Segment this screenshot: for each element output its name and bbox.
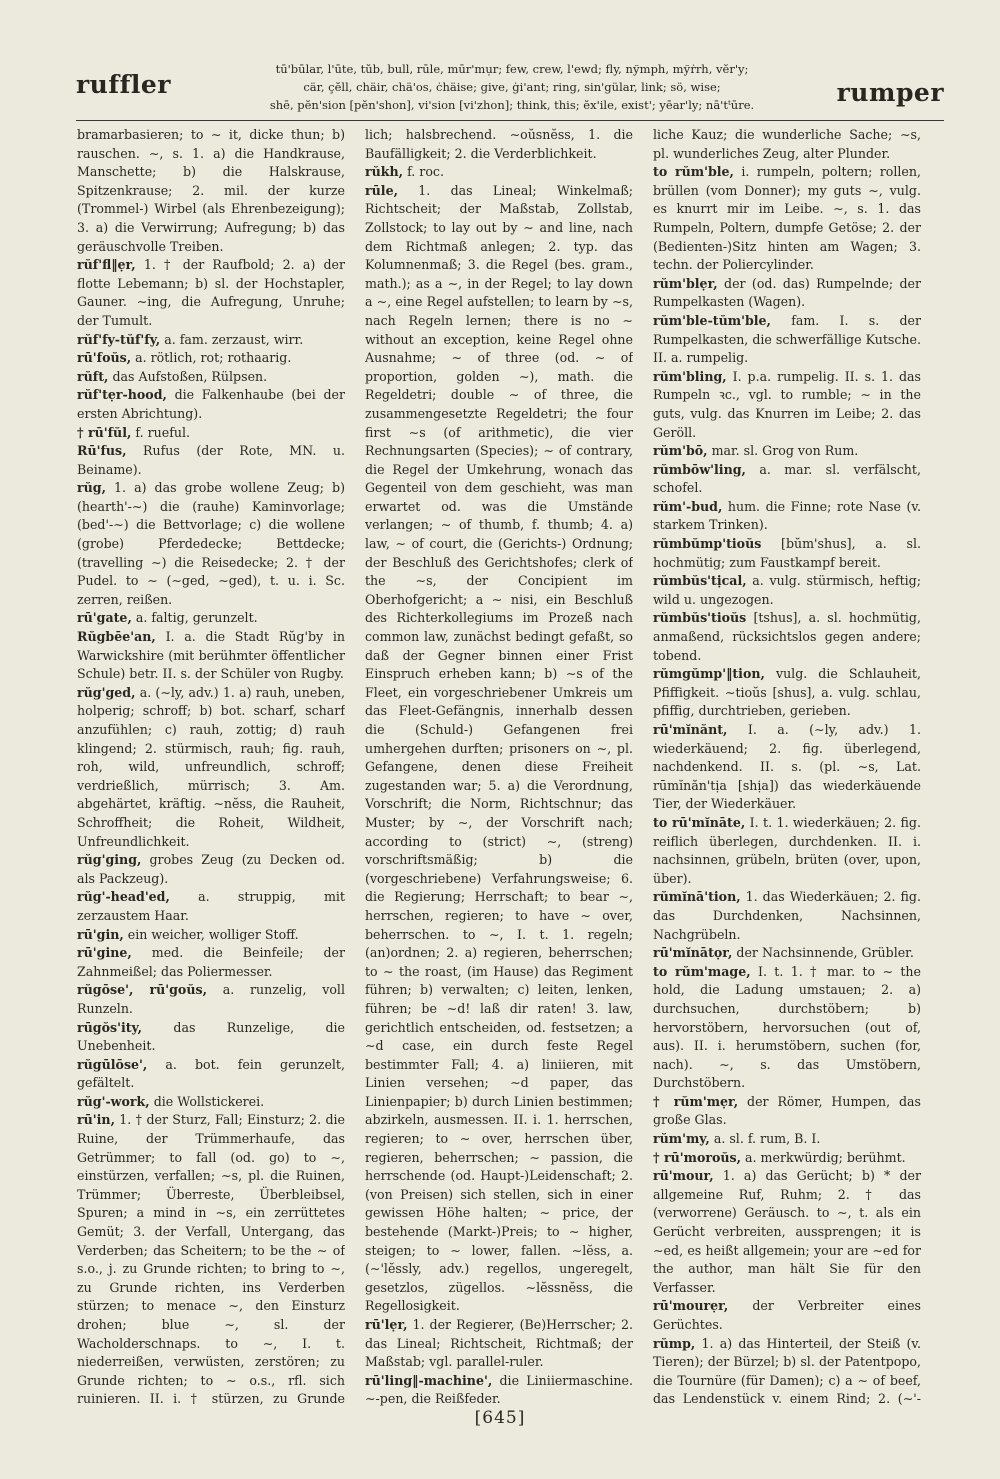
definition: a. struppig, mit zerzaustem Haar.	[77, 889, 345, 923]
headword: rŭm'bling,	[653, 368, 727, 384]
dictionary-entry	[77, 1093, 345, 1112]
headword: rū'gate,	[77, 610, 132, 626]
dictionary-entry	[653, 1130, 921, 1149]
headword: rŭf'fl‖ẹr,	[77, 257, 136, 273]
dictionary-entry	[653, 498, 921, 535]
definition: a. merkwürdig; berühmt.	[745, 1149, 906, 1165]
headword: † rŭm'mẹr,	[653, 1093, 739, 1109]
dictionary-entry	[653, 275, 921, 312]
headword: rŭmbŭs'tioŭs	[653, 610, 747, 626]
dictionary-entry	[653, 312, 921, 368]
dictionary-entry	[77, 1056, 345, 1093]
column-2	[365, 126, 633, 1406]
definition: Rufus (der Rote, MN. u. Beiname).	[77, 443, 345, 477]
headword: rū'ling‖-machine',	[365, 1372, 493, 1388]
dictionary-entry	[77, 386, 345, 423]
definition: das Runzelige, die Unebenheit.	[77, 1019, 345, 1054]
definition: I. t. 1. wiederkäuen; 2. fig. reiflich überlegen, durchdenken. II. i. nachsinnen, grübeln, brüten (over, upon, über).	[653, 814, 921, 886]
dictionary-entry	[653, 1167, 921, 1297]
headword: † rū'moroŭs,	[653, 1149, 742, 1165]
headword: rū'in,	[77, 1112, 115, 1128]
dictionary-entry	[77, 888, 345, 925]
definition: a. faltig, gerunzelt.	[135, 610, 258, 626]
dictionary-entry	[77, 479, 345, 609]
dictionary-entry	[653, 888, 921, 944]
headword: to rŭm'ble,	[653, 164, 734, 180]
headword: rŭkh,	[365, 164, 404, 180]
dictionary-entry	[77, 424, 345, 443]
dictionary-entry	[77, 609, 345, 628]
headword: rū'foŭs,	[77, 350, 132, 366]
headword: rŭm'-bud,	[653, 498, 723, 514]
headword: rŭmbōw'ling,	[653, 461, 746, 477]
dictionary-entry	[653, 442, 921, 461]
definition: I. p.a. rumpelig. II. s. 1. das Rumpeln ꝛc., vgl. to rumble; ∼ in the guts, vulg. das Knurren im Leibe; 2. das Geröll.	[653, 368, 921, 440]
pronunciation-line: shē, pĕn'sion [pĕn'shon], vi'sion [vi'zhon]; think, this; ĕx'ile, exist'; yēar'ly; nā'tᵗūre.	[269, 98, 755, 112]
headword: rŭmbŭs'tịcal,	[653, 573, 747, 589]
definition: 1. † der Sturz, Fall; Einsturz; 2. die Ruine, der Trümmerhaufe, das Getrümmer; to fall (od. go) to ∼, einstürzen, verfallen; ∼s, pl. die Ruinen, Trümmer; Überreste, Überbleibsel, Spuren; a mind in ∼s, ein zerrüttetes Gemüt; 3. der Verfall, Untergang, das Verderben; das Scheitern; to be the ∼ of s.o., j. zu Grunde richten; to bring to ∼, zu Grunde richten, ins Verderben stürzen; to menace ∼, den Einsturz drohen; blue ∼, sl. der Wacholderschnaps. to ∼, I. t. niederreißen, verwüsten, zerstören; zu Grunde richten; to ∼ o.s., rfl. sich ruinieren. II. i. † stürzen, zu Grunde	[77, 1112, 345, 1406]
definition: ein weicher, wolliger Stoff.	[127, 926, 299, 942]
dictionary-entry	[77, 926, 345, 945]
headword: rŭmp,	[653, 1335, 696, 1351]
headword: rŭf'fy-tŭf'fy,	[77, 331, 161, 347]
definition: das Aufstoßen, Rülpsen.	[112, 368, 268, 384]
dictionary-entry	[653, 572, 921, 609]
dictionary-entry	[653, 721, 921, 814]
definition: a. sl. f. rum, B. I.	[713, 1131, 821, 1147]
definition: der (od. das) Rumpelnde; der Rumpelkasten (Wagen).	[653, 275, 921, 310]
definition: 1. a) das Hinterteil, der Steiß (v. Tieren); der Bürzel; b) sl. der Patentpopo, die Tournüre (für Damen); c) a ∼ of beef, das Lendenstück v. einem Rind; 2. (∼'-	[653, 1335, 921, 1406]
dictionary-entry	[365, 182, 633, 1316]
definition: f. rueful.	[135, 424, 190, 440]
dictionary-entry	[77, 1111, 345, 1406]
headword: rŭgōse', rū'goŭs,	[77, 982, 207, 998]
definition: die Liniiermaschine. ∼-pen, die Reißfeder.	[365, 1372, 633, 1406]
headword: † rū'fŭl,	[77, 424, 132, 440]
right-guide-word: rumper	[836, 78, 944, 107]
headword: rŭm'bō,	[653, 443, 708, 459]
definition: hum. die Finne; rote Nase (v. starkem Trinken).	[653, 498, 921, 533]
definition: a. bot. fein gerunzelt, gefältelt.	[77, 1056, 345, 1091]
dictionary-entry	[653, 1335, 921, 1406]
definition: I. a. (∼ly, adv.) 1. wiederkäuend; 2. fig. überlegend, nachdenkend. II. s. (pl. ∼s, Lat. rūmĭnăn'tịa [shịa]) das wiederkäuende Tier, der Wiederkäuer.	[653, 722, 921, 812]
headword: rŭmĭnā'tion,	[653, 889, 741, 905]
dictionary-entry	[365, 1372, 633, 1406]
dictionary-entry	[77, 349, 345, 368]
definition: a. fam. zerzaust, wirr.	[164, 331, 304, 347]
dictionary-entry	[653, 665, 921, 721]
column-3	[653, 126, 921, 1406]
dictionary-entry	[77, 442, 345, 479]
headword: rŭg'ged,	[77, 684, 136, 700]
dictionary-entry	[77, 126, 345, 256]
dictionary-entry	[77, 944, 345, 981]
definition: a. runzelig, voll Runzeln.	[77, 982, 345, 1016]
definition: mar. sl. Grog von Rum.	[711, 443, 859, 459]
header-rule	[76, 120, 944, 121]
definition: f. roc.	[407, 164, 444, 180]
definition: i. rumpeln, poltern; rollen, brüllen (vom Donner); my guts ∼, vulg. es knurrt mir im Leibe. ∼, s. 1. das Rumpeln, Poltern, dumpfe Getöse; 2. der (Bedienten-)Sitz hinten am Wagen; 3. techn. der Poliercylinder.	[653, 164, 921, 273]
headword: rŭf'tẹr-hood,	[77, 387, 167, 403]
definition: liche Kauz; die wunderliche Sache; ∼s, pl. wunderliches Zeug, alter Plunder.	[653, 127, 921, 161]
definition: der Römer, Humpen, das große Glas.	[653, 1093, 921, 1128]
definition: bramarbasieren; to ∼ it, dicke thun; b) rauschen. ∼, s. 1. a) die Handkrause, Manschette; b) die Halskrause, Spitzenkrause; 2. mil. der kurze (Trommel-) Wirbel (als Ehrenbezeigung); 3. a) die Verwirrung; Aufregung; b) das geräuschvolle Treiben.	[77, 127, 345, 254]
dictionary-entry	[365, 1316, 633, 1372]
headword: rŭg'ging,	[77, 852, 142, 868]
headword: rū'gine,	[77, 945, 132, 961]
definition: 1. das Lineal; Winkelmaß; Richtscheit; der Maßstab, Zollstab, Zollstock; to lay out by ∼ and line, nach dem Richtmaß anlegen; 2. typ. das Kolumnenmaß; 3. die Regel (bes. gram., math.); as a ∼, in der Regel; to lay down a ∼, eine Regel aufstellen; to learn by ∼s, nach Regeln lernen; there is no ∼ without an exception, keine Regel ohne Ausnahme; ∼ of three (od. ∼ of proportion, golden ∼), math. die Regeldetri; double ∼ of three, die zusammengesetzte Regeldetri; the four first ∼s (of arithmetic), die vier Rechnungsarten (Species); ∼ of contrary, die Regel der Umkehrung, wonach das Gegenteil von dem geschieht, was man erwartet od. was die Umstände verlangen; ∼ of thumb, f. thumb; 4. a) law, ∼ of court, die (Gerichts-) Ordnung; der Beschluß des Gerichtshofes; clerk of the ∼s, der Concipient im Oberhofgericht; a ∼ nisi, ein Beschluß des Richterkollegiums im Prozeß nach common law, zunächst bedingt gefaßt, so daß der Gegner binnen einer Frist Einspruch erheben kann; b) ∼s of the Fleet, ein vorgeschriebener Umkreis um das Fleet-Gefängnis, innerhalb dessen die (Schuld-) Gefangenen frei umhergehen durften; prisoners on ∼, pl. Gefangene, denen diese Freiheit zugestanden war; 5. a) die Verordnung, Vorschrift; die Norm, Richtschnur; das Muster; by ∼, der Vorschrift nach; according to (strict) ∼, (streng) vorschriftsmäßig; b) die (vorgeschriebene) Verfahrungsweise; 6. die Regierung; Herrschaft; to bear ∼, herrschen, regieren; to have ∼ over, beherrschen. to ∼, I. t. 1. regeln; (an)ordnen; 2. a) regieren, beherrschen; to ∼ the roast, (im Hause) das Regiment führen; b) verwalten; c) leiten, lenken, führen; be ∼d! laß dir raten! 3. law, gerichtlich entscheiden, od. festsetzen; a ∼d case, ein durch feste Regel bestimmter Fall; 4. a) liniieren, mit Linien versehen; ∼d paper, das Linienpapier; b) durch Linien bestimmen; abzirkeln, ausmessen. II. i. 1. herrschen, regieren; to ∼ over, herrschen über, regieren, beherrschen; ∼ passion, die herrschende (od. Haupt-)Leidenschaft; 2. (von Preisen) sich stellen, sich in einer gewissen Höhe halten; ∼ price, der bestehende (Markt-)Preis; to ∼ higher, steigen; to ∼ lower, fallen. ∼lĕss, a. (∼'lĕssly, adv.) regellos, ungeregelt, gesetzlos, zügellos. ∼lĕssnĕss, die Regellosigkeit.	[365, 182, 633, 1314]
definition: der Verbreiter eines Gerüchtes.	[653, 1298, 921, 1332]
dictionary-entry	[653, 963, 921, 1093]
definition: der Nachsinnende, Grübler.	[736, 945, 914, 961]
definition: a. rötlich, rot; rothaarig.	[135, 350, 292, 366]
headword: rŭm'my,	[653, 1131, 710, 1147]
dictionary-entry	[653, 126, 921, 163]
dictionary-entry	[365, 126, 633, 163]
definition: vulg. die Schlauheit, Pfiffigkeit. ∼tioŭs [shus], a. vulg. schlau, pfiffig, durchtrieben, gerieben.	[653, 666, 921, 719]
headword: Rŭgbēe'an,	[77, 629, 156, 645]
column-1	[77, 126, 345, 1406]
dictionary-entry	[653, 1093, 921, 1130]
dictionary-entry	[77, 368, 345, 387]
headword: rŭm'ble-tŭm'ble,	[653, 312, 771, 328]
headword: rūgŏs'ity,	[77, 1019, 143, 1035]
headword: rŭft,	[77, 368, 109, 384]
dictionary-entry	[77, 851, 345, 888]
definition: lich; halsbrechend. ∼oŭsnĕss, 1. die Baufälligkeit; 2. die Verderblichkeit.	[365, 127, 633, 161]
definition: die Wollstickerei.	[153, 1093, 265, 1109]
dictionary-entry	[653, 368, 921, 442]
definition: die Falkenhaube (bei der ersten Abrichtung).	[77, 387, 345, 421]
dictionary-entry	[653, 1149, 921, 1168]
definition: 1. der Regierer, (Be)Herrscher; 2. das Lineal; Richtscheit, Richtmaß; der Maßstab; vgl. parallel-ruler.	[365, 1317, 633, 1370]
headword: to rŭm'mage,	[653, 963, 751, 979]
headword: rū'lẹr,	[365, 1317, 408, 1332]
dictionary-entry	[77, 1019, 345, 1056]
pronunciation-line: tū'būlar, l'ūte, tŭb, bull, rūle, mūr'mụr; few, crew, l'ewd; fly, nўmph, mўṙrh, vĕr'y;	[275, 62, 749, 76]
headword: rŭmgŭmp'‖tion,	[653, 666, 765, 682]
dictionary-entry	[653, 944, 921, 963]
definition: 1. a) das Gerücht; b) * der allgemeine Ruf, Ruhm; 2. † das (verworrene) Geräusch. to ∼, t. als ein Gerücht verbreiten, aussprengen; it is ∼ed, es heißt allgemein; your are ∼ed for the author, man hält Sie für den Verfasser.	[653, 1168, 921, 1295]
headword: rū'mourẹr,	[653, 1298, 729, 1314]
dictionary-entry	[365, 163, 633, 182]
dictionary-entry	[653, 461, 921, 498]
headword: rŭg,	[77, 480, 106, 496]
page-number: [645]	[474, 1408, 526, 1428]
definition: grobes Zeug (zu Decken od. als Packzeug).	[77, 852, 345, 886]
definition: [bŭm'shus], a. sl. hochmütig; zum Faustkampf bereit.	[653, 536, 921, 570]
definition: 1. a) das grobe wollene Zeug; b) (hearth'-∼) die (rauhe) Kaminvorlage; (bed'-∼) die Bettvorlage; c) die wollene (grobe) Pferdedecke; Bettdecke; (travelling ∼) die Reisedecke; 2. † der Pudel. to ∼ (∼ged, ∼ged), t. u. i. Sc. zerren, reißen.	[77, 480, 345, 607]
dictionary-entry	[77, 981, 345, 1018]
headword: to rū'mĭnāte,	[653, 814, 746, 830]
dictionary-entry	[653, 535, 921, 572]
headword: rū'mĭnātọr,	[653, 945, 733, 961]
dictionary-entry	[653, 609, 921, 665]
definition: med. die Beinfeile; der Zahnmeißel; das Poliermesser.	[77, 945, 345, 979]
headword: rŭg'-head'ed,	[77, 889, 170, 905]
headword: rŭmbŭmp'tioŭs	[653, 536, 762, 552]
definition: 1. das Wiederkäuen; 2. fig. das Durchdenken, Nachsinnen, Nachgrübeln.	[653, 889, 921, 942]
headword: rūle,	[365, 182, 398, 198]
headword: rū'gin,	[77, 926, 124, 942]
pronunciation-key	[232, 60, 792, 114]
headword: rŭm'blẹr,	[653, 275, 718, 291]
dictionary-entry	[77, 256, 345, 330]
headword: Rū'fus,	[77, 443, 127, 459]
definition: 1. † der Raufbold; 2. a) der flotte Lebemann; b) sl. der Hochstapler, Gauner. ∼ing, die Aufregung, Unruhe; der Tumult.	[77, 257, 345, 328]
dictionary-entry	[77, 628, 345, 684]
definition: I. a. die Stadt Rŭg'by in Warwickshire (mit berühmter öffentlicher Schule) betr. II. s. der Schüler von Rugby.	[77, 629, 345, 682]
headword: rŭg'-work,	[77, 1093, 150, 1109]
pronunciation-line: cär, çĕll, chäir, chä'os, ċhäise; give, ġi'ant; ring, sin'gülar, link; sö, wise;	[303, 80, 721, 94]
headword: rŭgūlōse',	[77, 1056, 148, 1072]
definition: [tshus], a. sl. hochmütig, anmaßend, rücksichtslos gegen andere; tobend.	[653, 610, 921, 663]
headword: rū'mĭnănt,	[653, 722, 728, 737]
dictionary-entry	[77, 331, 345, 350]
definition: fam. I. s. der Rumpelkasten, die schwerfällige Kutsche. II. a. rumpelig.	[653, 312, 921, 366]
definition: a. vulg. stürmisch, heftig; wild u. ungezogen.	[653, 573, 921, 607]
definition: a. (∼ly, adv.) 1. a) rauh, uneben, holperig; schroff; b) bot. scharf, scharf anzufühlen; c) rauh, zottig; d) rauh klingend; 2. stürmisch, rauh; fig. rauh, roh, wild, unfreundlich, schroff; verdrießlich, mürrisch; 3. Am. abgehärtet, kräftig. ∼nĕss, die Rauheit, Schroffheit; die Roheit, Wildheit, Unfreundlichkeit.	[77, 684, 345, 849]
dictionary-entry	[653, 814, 921, 888]
left-guide-word: ruffler	[76, 70, 171, 99]
dictionary-entry	[653, 1297, 921, 1334]
definition: I. t. 1. † mar. to ∼ the hold, die Ladung umstauen; 2. a) durchsuchen, durchstöbern; b) hervorstöbern, hervorsuchen (out of, aus). II. i. herumstöbern, suchen (for, nach). ∼, s. das Umstöbern, Durchstöbern.	[653, 963, 921, 1091]
dictionary-entry	[653, 163, 921, 275]
headword: rū'mour,	[653, 1168, 714, 1184]
dictionary-entry	[77, 684, 345, 851]
definition: a. mar. sl. verfälscht, schofel.	[653, 461, 921, 496]
